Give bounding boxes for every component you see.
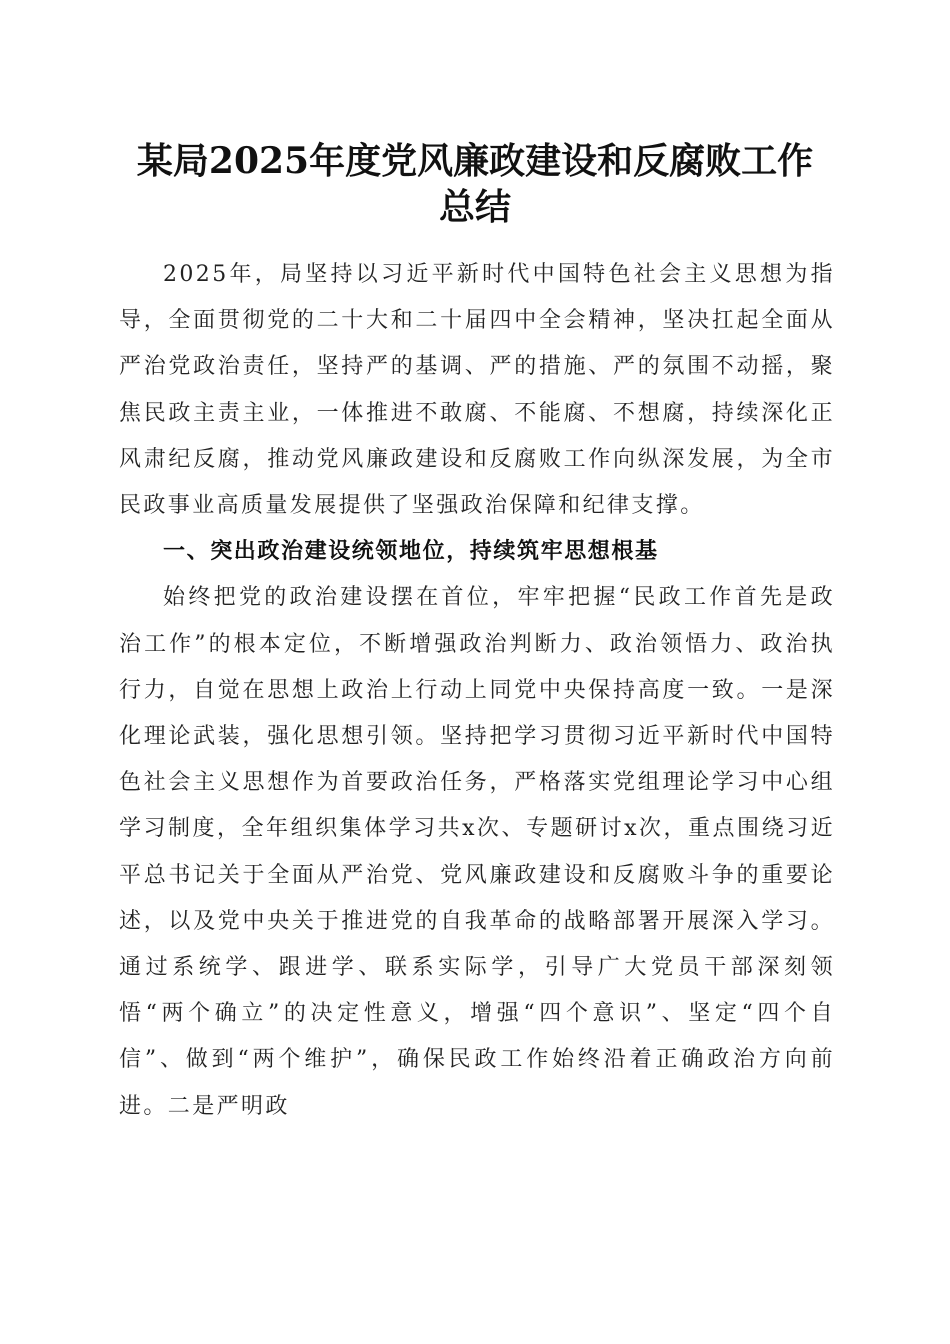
document-title: 某局2025年度党风廉政建设和反腐败工作总结: [136, 140, 814, 228]
intro-paragraph: 2025年，局坚持以习近平新时代中国特色社会主义思想为指导，全面贯彻党的二十大和二十届四中全会精神，坚决扛起全面从严治党政治责任，坚持严的基调、严的措施、严的氛围不动摇，聚焦民政主责主业，一体推进不敢腐、不能腐、不想腐，持续深化正风肃纪反腐，推动党风廉政建设和反腐败工作向纵深发展，为全市民政事业高质量发展提供了坚强政治保障和纪律支撑。: [119, 262, 835, 519]
section-heading: 一、突出政治建设统领地位，持续筑牢思想根基: [163, 539, 659, 565]
section-paragraph: 始终把党的政治建设摆在首位，牢牢把握“民政工作首先是政治工作”的根本定位，不断增强政治判断力、政治领悟力、政治执行力，自觉在思想上政治上行动上同党中央保持高度一致。一是深化理论武装，强化思想引领。坚持把学习贯彻习近平新时代中国特色社会主义思想作为首要政治任务，严格落实党组理论学习中心组学习制度，全年组织集体学习共x次、专题研讨x次，重点围绕习近平总书记关于全面从严治党、党风廉政建设和反腐败斗争的重要论述，以及党中央关于推进党的自我革命的战略部署开展深入学习。通过系统学、跟进学、联系实际学，引导广大党员干部深刻领悟“两个确立”的决定性意义，增强“四个意识”、坚定“四个自信”、做到“两个维护”，确保民政工作始终沿着正确政治方向前进。二是严明政: [119, 585, 835, 1119]
document-body: [119, 252, 835, 1130]
